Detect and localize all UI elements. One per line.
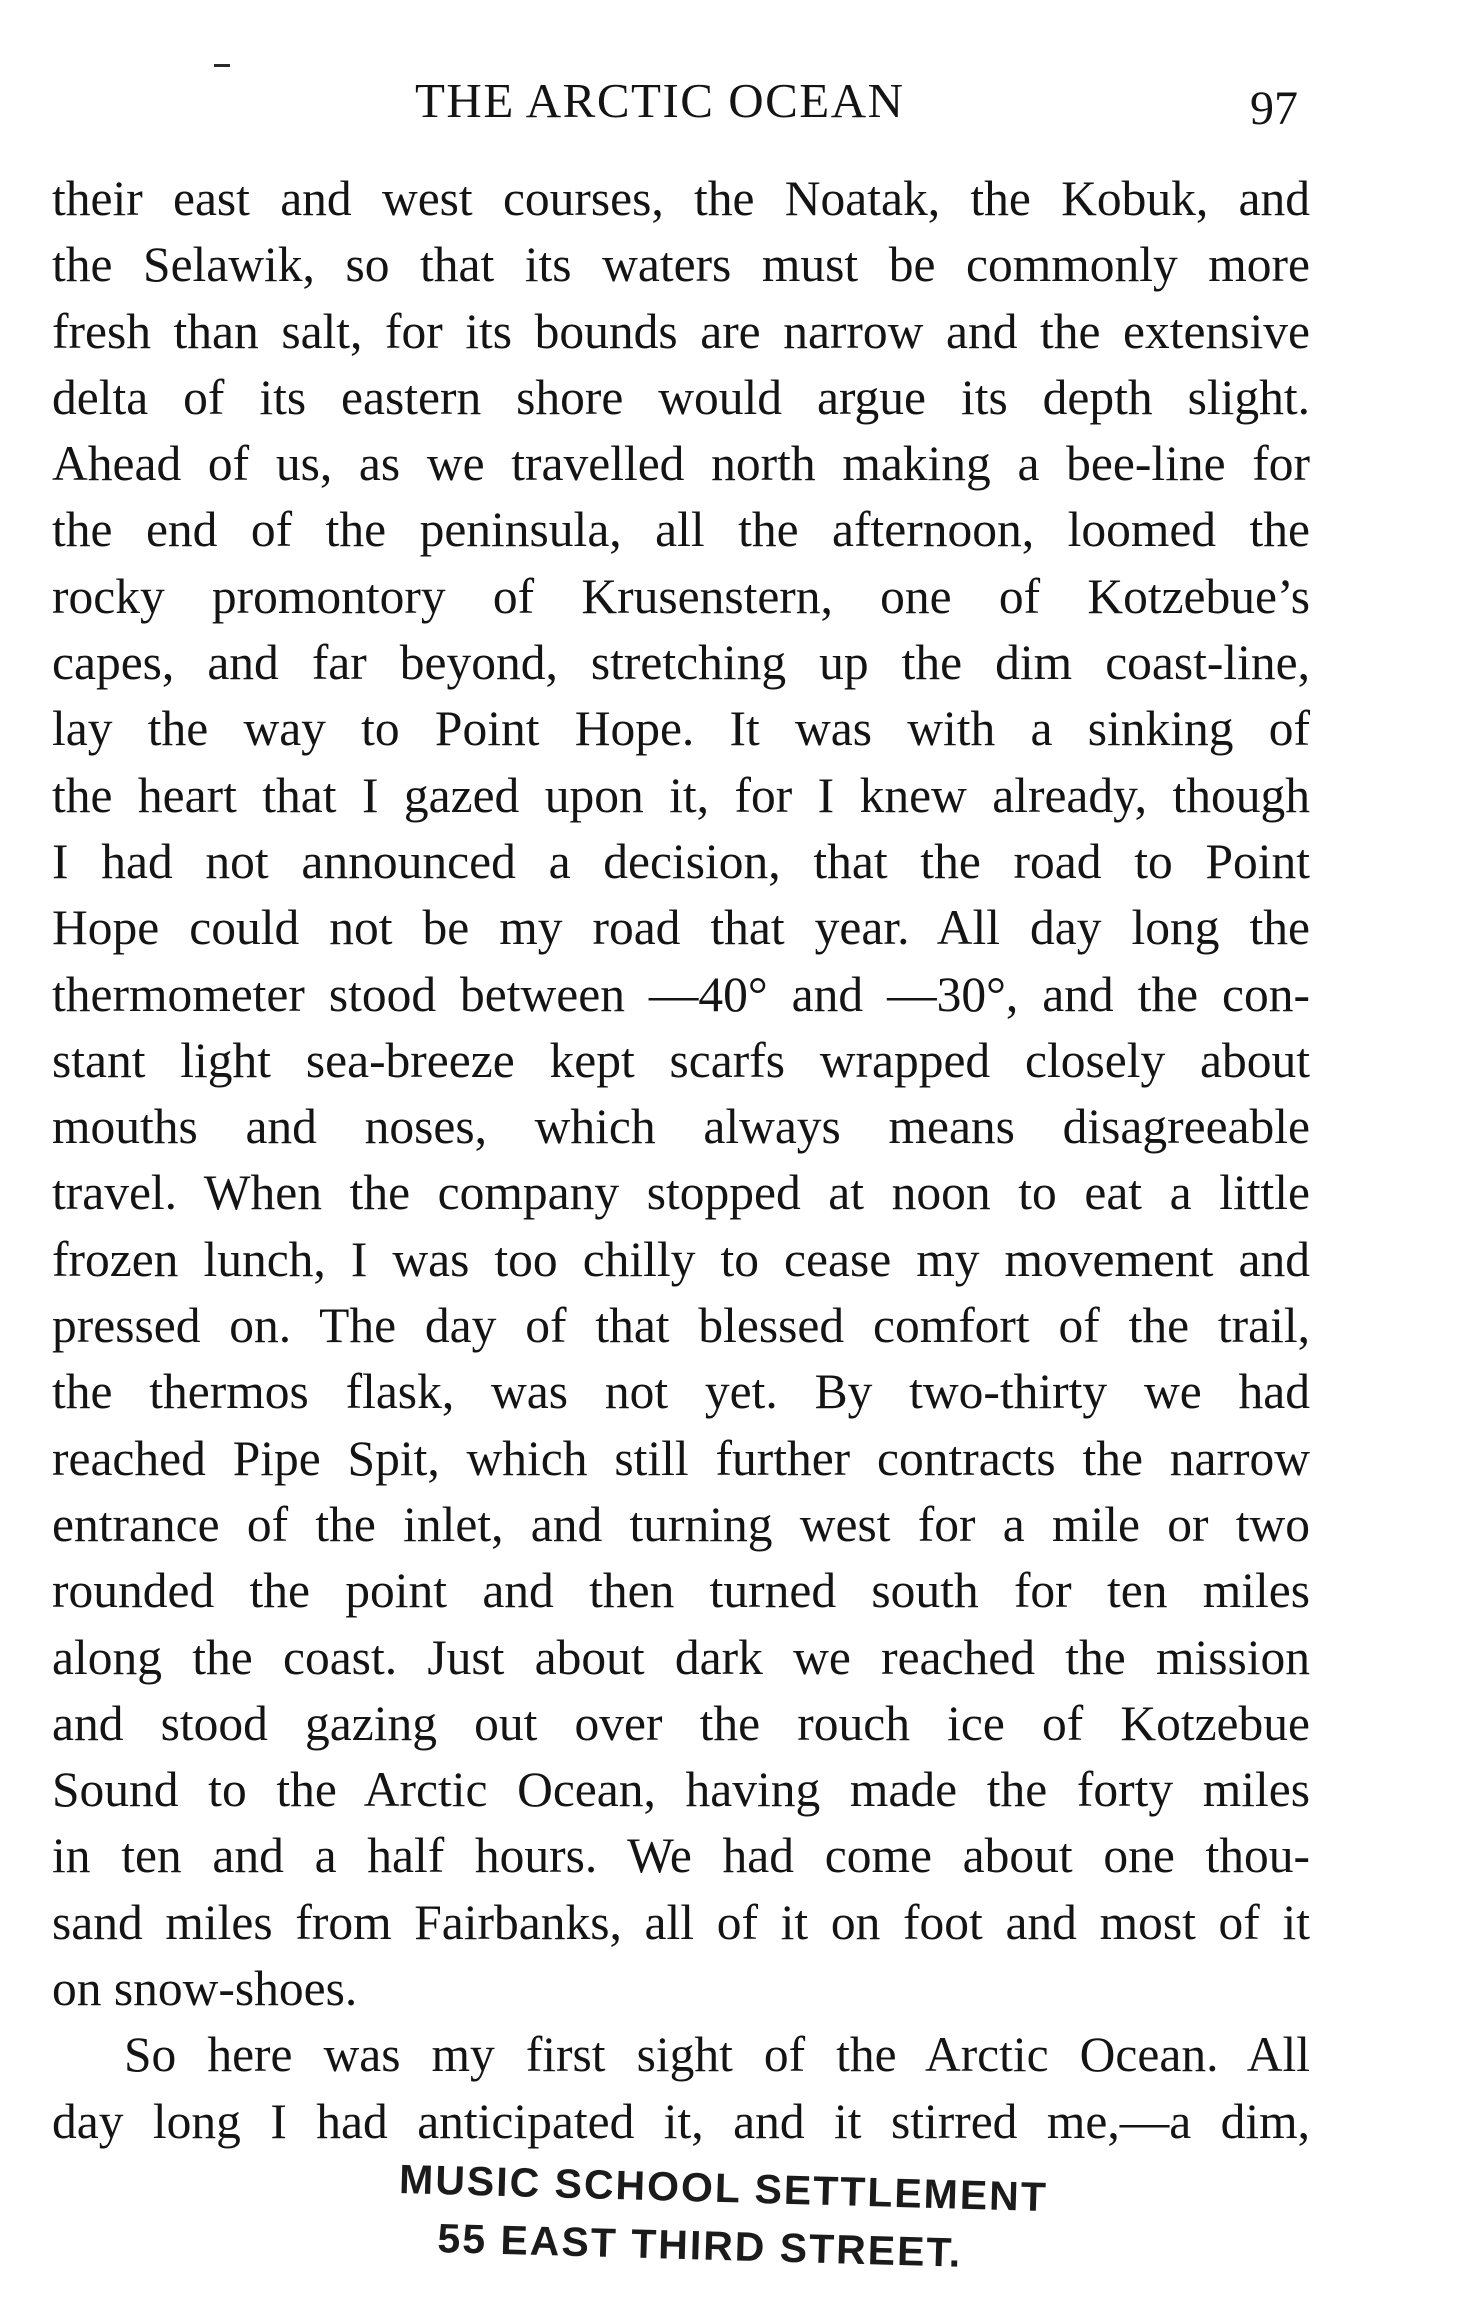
text-line: Ahead of us, as we travelled north making a bee-line for bbox=[52, 436, 1310, 492]
paragraph-start-line: So here was my first sight of the Arctic Ocean. All bbox=[124, 2027, 1310, 2083]
text-line: travel. When the company stopped at noon to eat a little bbox=[52, 1165, 1310, 1221]
text-line: fresh than salt, for its bounds are narrow and the extensive bbox=[52, 303, 1310, 359]
library-stamp bbox=[397, 2150, 1049, 2283]
text-line: entrance of the inlet, and turning west for a mile or two bbox=[52, 1496, 1310, 1552]
text-line: the thermos flask, was not yet. By two-thirty we had bbox=[52, 1364, 1310, 1420]
text-line: rocky promontory of Krusenstern, one of Kotzebue’s bbox=[52, 568, 1310, 624]
text-line: rounded the point and then turned south for ten miles bbox=[52, 1563, 1310, 1619]
body-text bbox=[52, 166, 1310, 2155]
text-line: Sound to the Arctic Ocean, having made the forty miles bbox=[52, 1762, 1310, 1818]
text-line: I had not announced a decision, that the road to Point bbox=[52, 833, 1310, 889]
stamp-line-name: MUSIC SCHOOL SETTLEMENT bbox=[398, 2155, 1049, 2221]
text-line: delta of its eastern shore would argue its depth slight. bbox=[52, 369, 1310, 425]
paragraph-end-line: on snow-shoes. bbox=[52, 1961, 358, 2017]
text-line: their east and west courses, the Noatak, the Kobuk, and bbox=[52, 171, 1310, 226]
stamp-line-address: 55 EAST THIRD STREET. bbox=[436, 2215, 963, 2276]
text-line: capes, and far beyond, stretching up the dim coast-line, bbox=[52, 635, 1310, 691]
text-line: along the coast. Just about dark we reached the mission bbox=[52, 1629, 1310, 1685]
text-line: and stood gazing out over the rouch ice of Kotzebue bbox=[52, 1695, 1310, 1751]
text-line: in ten and a half hours. We had come about one thou- bbox=[52, 1828, 1310, 1884]
text-line: the heart that I gazed upon it, for I knew already, though bbox=[52, 767, 1310, 823]
text-line: sand miles from Fairbanks, all of it on foot and most of it bbox=[52, 1894, 1310, 1950]
text-line: thermometer stood between —40° and —30°, and the con- bbox=[52, 966, 1310, 1022]
text-line: lay the way to Point Hope. It was with a sinking of bbox=[52, 701, 1310, 757]
text-line: stant light sea-breeze kept scarfs wrapped closely about bbox=[52, 1032, 1310, 1088]
text-line: the end of the peninsula, all the afternoon, loomed the bbox=[52, 502, 1310, 558]
text-line: pressed on. The day of that blessed comfort of the trail, bbox=[52, 1298, 1310, 1354]
running-title: THE ARCTIC OCEAN bbox=[415, 73, 905, 128]
text-line: Hope could not be my road that year. All day long the bbox=[52, 900, 1310, 956]
text-line: reached Pipe Spit, which still further contracts the narrow bbox=[52, 1430, 1310, 1486]
text-line: frozen lunch, I was too chilly to cease my movement and bbox=[52, 1231, 1310, 1287]
running-head bbox=[0, 66, 1477, 136]
page-number: 97 bbox=[1250, 82, 1298, 135]
text-line: mouths and noses, which always means disagreeable bbox=[52, 1099, 1310, 1155]
text-line: the Selawik, so that its waters must be commonly more bbox=[52, 237, 1310, 293]
text-line: day long I had anticipated it, and it stirred me,—a dim, bbox=[52, 2093, 1310, 2149]
